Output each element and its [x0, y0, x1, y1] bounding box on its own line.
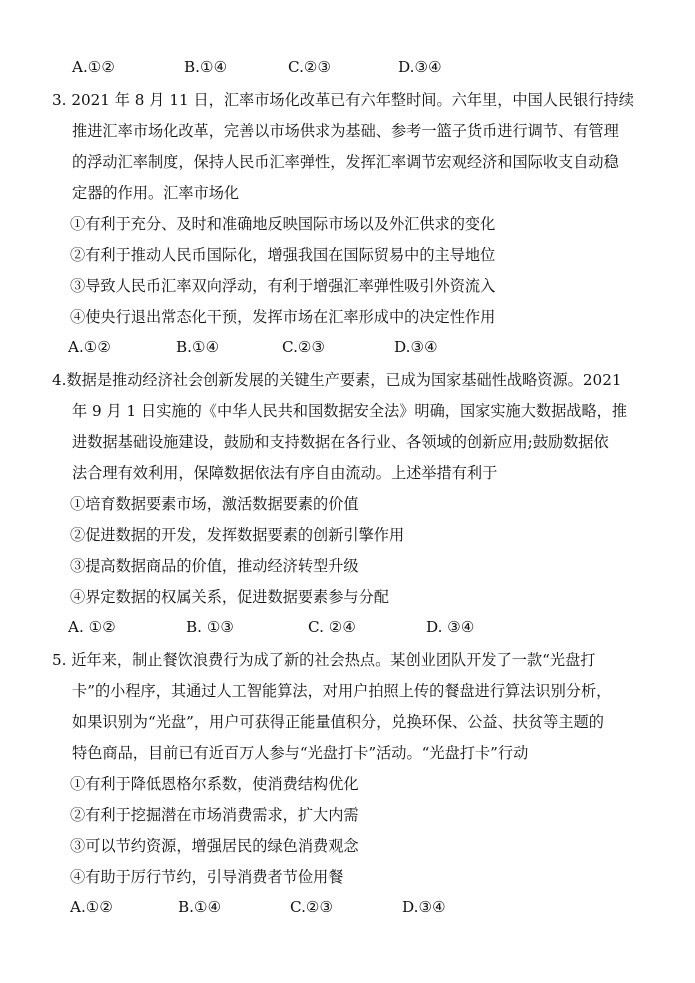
q4-stem-line-1: 4.数据是推动经济社会创新发展的关键生产要素，已成为国家基础性战略资源。2021 — [52, 371, 622, 389]
q2-answer-options — [72, 58, 632, 78]
q2-option-d[interactable]: D.③④ — [398, 58, 442, 76]
q4-stem-line-2: 年 9 月 1 日实施的《中华人民共和国数据安全法》明确，国家实施大数据战略，推 — [72, 402, 628, 420]
q5-option-b[interactable]: B.①④ — [178, 898, 222, 916]
q4-stem-line-3: 进数据基础设施建设，鼓励和支持数据在各行业、各领域的创新应用;鼓励数据依 — [72, 433, 609, 451]
q4-statement-1: ①培育数据要素市场，激活数据要素的价值 — [70, 495, 359, 513]
q4-statement-4: ④界定数据的权属关系，促进数据要素参与分配 — [70, 588, 389, 606]
q5-option-d[interactable]: D.③④ — [402, 898, 446, 916]
q4-option-d[interactable]: D. ③④ — [426, 618, 475, 636]
q5-answer-options — [72, 898, 632, 918]
q4-option-a[interactable]: A. ①② — [68, 618, 116, 636]
q5-statement-1: ①有利于降低恩格尔系数，使消费结构优化 — [70, 775, 359, 793]
q5-statement-4: ④有助于厉行节约，引导消费者节俭用餐 — [70, 868, 344, 886]
q2-option-a[interactable]: A.①② — [72, 58, 116, 76]
q5-option-c[interactable]: C.②③ — [290, 898, 334, 916]
q4-statement-3: ③提高数据商品的价值，推动经济转型升级 — [70, 557, 359, 575]
q4-option-c[interactable]: C. ②④ — [308, 618, 356, 636]
q2-option-b[interactable]: B.①④ — [184, 58, 228, 76]
q5-stem-line-2: 卡”的小程序，其通过人工智能算法，对用户拍照上传的餐盘进行算法识别分析， — [72, 682, 612, 700]
q5-statement-3: ③可以节约资源，增强居民的绿色消费观念 — [70, 837, 359, 855]
q3-statement-3: ③导致人民币汇率双向浮动，有利于增强汇率弹性吸引外资流入 — [70, 277, 496, 295]
q3-option-a[interactable]: A.①② — [68, 338, 112, 356]
q3-stem-line-3: 的浮动汇率制度，保持人民币汇率弹性，发挥汇率调节宏观经济和国际收支自动稳 — [72, 153, 619, 171]
q5-statement-2: ②有利于挖掘潜在市场消费需求，扩大内需 — [70, 806, 359, 824]
q4-stem-line-4: 法合理有效利用，保障数据依法有序自由流动。上述举措有利于 — [72, 464, 498, 482]
q4-statement-2: ②促进数据的开发，发挥数据要素的创新引擎作用 — [70, 526, 405, 544]
q5-stem-line-1: 5. 近年来，制止餐饮浪费行为成了新的社会热点。某创业团队开发了一款“光盘打 — [52, 651, 596, 669]
q5-stem-line-3: 如果识别为“光盘”，用户可获得正能量值积分，兑换环保、公益、扶贫等主题的 — [72, 713, 604, 731]
q3-statement-1: ①有利于充分、及时和准确地反映国际市场以及外汇供求的变化 — [70, 215, 496, 233]
q3-statement-4: ④使央行退出常态化干预，发挥市场在汇率形成中的决定性作用 — [70, 308, 496, 326]
q4-answer-options — [68, 618, 632, 638]
q3-answer-options — [68, 338, 632, 358]
q5-option-a[interactable]: A.①② — [70, 898, 114, 916]
q3-stem-line-2: 推进汇率市场化改革，完善以市场供求为基础、参考一篮子货币进行调节、有管理 — [72, 122, 619, 140]
q5-stem-line-4: 特色商品，目前已有近百万人参与“光盘打卡”活动。“光盘打卡”行动 — [72, 744, 529, 762]
q3-stem-line-1: 3. 2021 年 8 月 11 日，汇率市场化改革已有六年整时间。六年里，中国人民银行持续 — [52, 91, 634, 109]
q3-stem-line-4: 定器的作用。汇率市场化 — [72, 184, 240, 202]
q4-option-b[interactable]: B. ①③ — [186, 618, 235, 636]
q3-option-d[interactable]: D.③④ — [394, 338, 438, 356]
q3-option-b[interactable]: B.①④ — [176, 338, 220, 356]
q2-option-c[interactable]: C.②③ — [288, 58, 332, 76]
q3-option-c[interactable]: C.②③ — [282, 338, 326, 356]
q3-statement-2: ②有利于推动人民币国际化，增强我国在国际贸易中的主导地位 — [70, 246, 496, 264]
